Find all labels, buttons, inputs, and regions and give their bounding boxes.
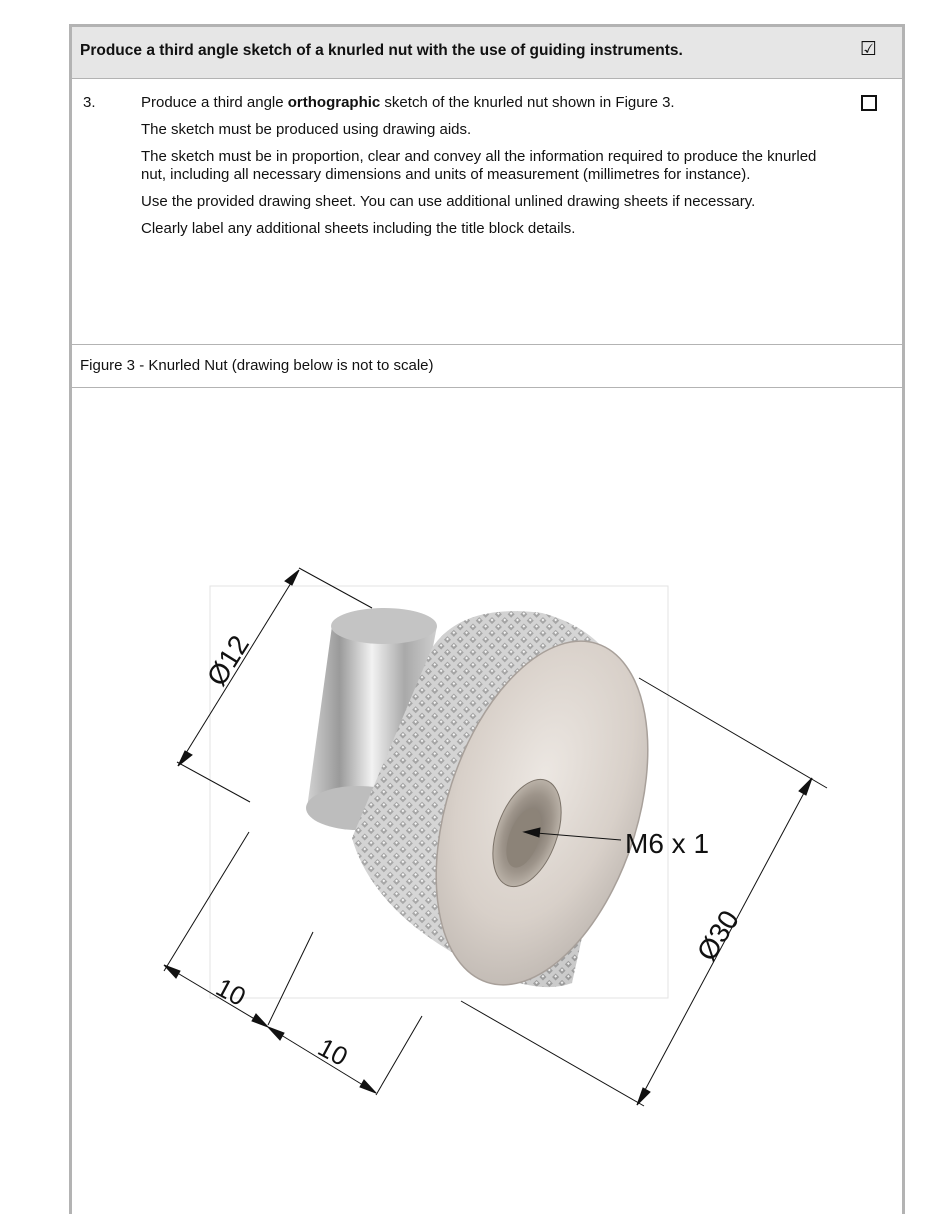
- task-line-1-pre: Produce a third angle: [141, 94, 288, 111]
- extension-line: [461, 1001, 644, 1106]
- arrowhead: [164, 965, 180, 978]
- task-number: 3.: [83, 94, 96, 111]
- task-line-1: [141, 94, 821, 112]
- dimension-label-body-length: 10: [313, 1031, 353, 1072]
- thread-label: M6 x 1: [625, 828, 710, 859]
- arrowhead: [285, 570, 299, 585]
- arrowhead: [268, 1027, 284, 1040]
- task-paragraph: The sketch must be in proportion, clear and convey all the information required to produce the knurled nut, including all necessary dimensions and units of measurement (millimetres for instance).: [141, 148, 817, 183]
- dimension-label-dia30: Ø30: [690, 904, 746, 967]
- task-frame: [69, 24, 905, 1214]
- task-paragraph: Use the provided drawing sheet. You can use additional unlined drawing sheets if necessary.: [141, 193, 756, 210]
- dimension-label-dia12: Ø12: [200, 629, 256, 692]
- figure-area: [72, 388, 902, 1218]
- dimension-label-collar-length: 10: [211, 971, 251, 1012]
- extension-line: [299, 568, 372, 608]
- task-checkbox[interactable]: [861, 95, 877, 111]
- task-paragraph: The sketch must be produced using drawing aids.: [141, 121, 472, 138]
- figure-caption-row: [72, 345, 902, 388]
- extension-line: [164, 832, 249, 971]
- arrowhead: [252, 1014, 268, 1027]
- task-line-1-bold: orthographic: [287, 94, 381, 111]
- figure-caption: Figure 3 - Knurled Nut (drawing below is not to scale): [80, 357, 434, 374]
- task-paragraph: Clearly label any additional sheets including the title block details.: [141, 220, 576, 237]
- extension-line: [639, 678, 827, 788]
- extension-line: [177, 762, 250, 802]
- task-line-1-post: sketch of the knurled nut shown in Figure 3.: [380, 94, 675, 111]
- arrowhead: [799, 778, 812, 795]
- checked-box-icon[interactable]: ☑: [860, 39, 878, 60]
- arrowhead: [178, 751, 192, 766]
- task-instructions: [72, 79, 902, 345]
- arrowhead: [360, 1080, 376, 1093]
- extension-line: [376, 1016, 422, 1095]
- knurled-nut-drawing: [72, 388, 902, 1218]
- task-header-title: Produce a third angle sketch of a knurled nut with the use of guiding instruments.: [80, 42, 683, 59]
- extension-line: [268, 932, 313, 1025]
- task-header: [72, 27, 902, 79]
- arrowhead: [637, 1088, 650, 1105]
- task-body: [141, 94, 821, 247]
